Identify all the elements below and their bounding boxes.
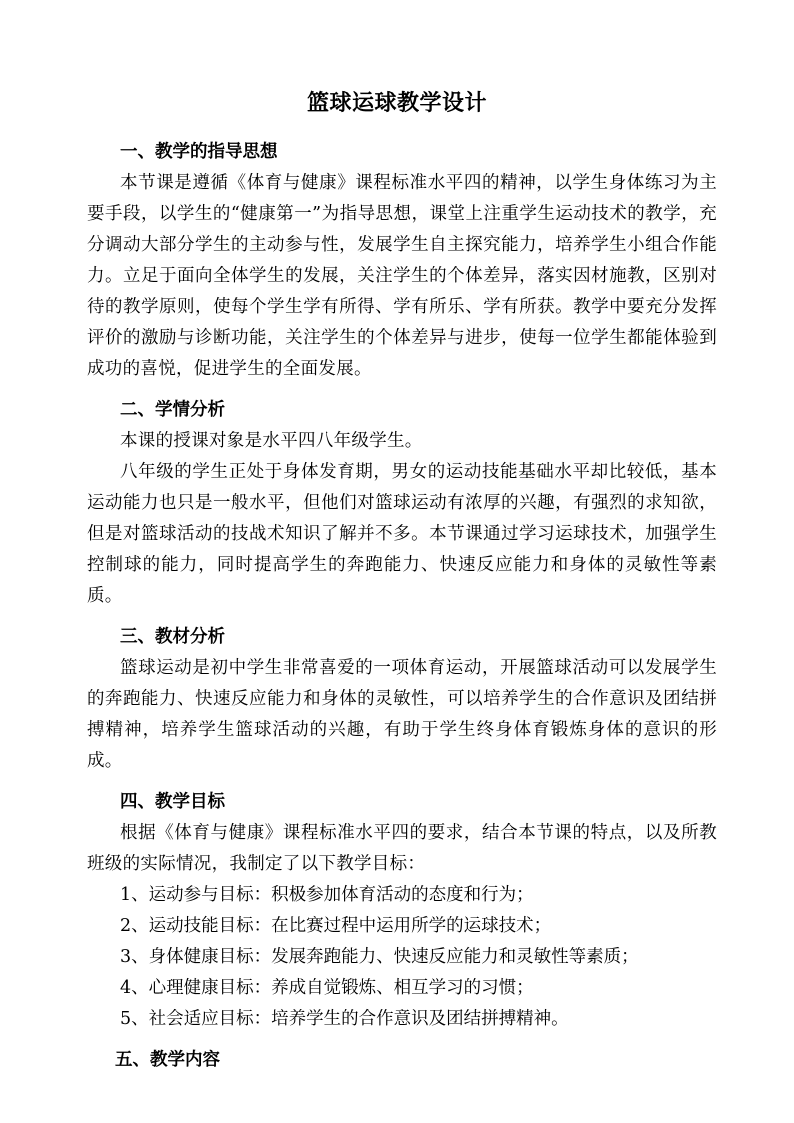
objective-item-4: 4、心理健康目标：养成自觉锻炼、相互学习的习惯； xyxy=(120,978,534,998)
objective-item-1: 1、运动参与目标：积极参加体育活动的态度和行为； xyxy=(120,885,534,905)
document-title: 篮球运球教学设计 xyxy=(306,90,487,116)
objective-item-3: 3、身体健康目标：发展奔跑能力、快速反应能力和灵敏性等素质； xyxy=(120,947,639,967)
section-heading-2: 二、学情分析 xyxy=(120,400,225,420)
section-heading-5: 五、教学内容 xyxy=(115,1050,220,1070)
section-4-paragraph-1: 根据《体育与健康》课程标准水平四的要求，结合本节课的特点，以及所教班级的实际情况，我制定了以下教学目标： xyxy=(87,823,717,874)
section-1-paragraph-1: 本节课是遵循《体育与健康》课程标准水平四的精神，以学生身体练习为主要手段，以学生的“健康第一”为指导思想，课堂上注重学生运动技术的教学，充分调动大部分学生的主动参与性，发展学生自主探究能力，培养学生小组合作能力。立足于面向全体学生的发展，关注学生的个体差异，落实因材施教，区别对待的教学原则，使每个学生学有所得、学有所乐、学有所获。教学中要充分发挥评价的激励与诊断功能，关注学生的个体差异与进步，使每一位学生都能体验到成功的喜悦，促进学生的全面发展。 xyxy=(87,173,717,379)
section-heading-4: 四、教学目标 xyxy=(120,792,225,812)
document-body xyxy=(87,137,717,1076)
section-heading-3: 三、教材分析 xyxy=(120,627,225,647)
section-2-paragraph-1: 本课的授课对象是水平四八年级学生。 xyxy=(120,431,423,451)
objective-item-5: 5、社会适应目标：培养学生的合作意识及团结拼搏精神。 xyxy=(120,1009,569,1029)
objective-item-2: 2、运动技能目标：在比赛过程中运用所学的运球技术； xyxy=(120,916,552,936)
section-3-paragraph-1: 篮球运动是初中学生非常喜爱的一项体育运动，开展篮球活动可以发展学生的奔跑能力、快速反应能力和身体的灵敏性，可以培养学生的合作意识及团结拼搏精神，培养学生篮球活动的兴趣，有助于学生终身体育锻炼身体的意识的形成。 xyxy=(87,658,717,771)
section-heading-1: 一、教学的指导思想 xyxy=(120,142,278,162)
section-2-paragraph-2: 八年级的学生正处于身体发育期，男女的运动技能基础水平却比较低，基本运动能力也只是一般水平，但他们对篮球运动有浓厚的兴趣，有强烈的求知欲，但是对篮球活动的技战术知识了解并不多。本节课通过学习运球技术，加强学生控制球的能力，同时提高学生的奔跑能力、快速反应能力和身体的灵敏性等素质。 xyxy=(87,462,717,606)
